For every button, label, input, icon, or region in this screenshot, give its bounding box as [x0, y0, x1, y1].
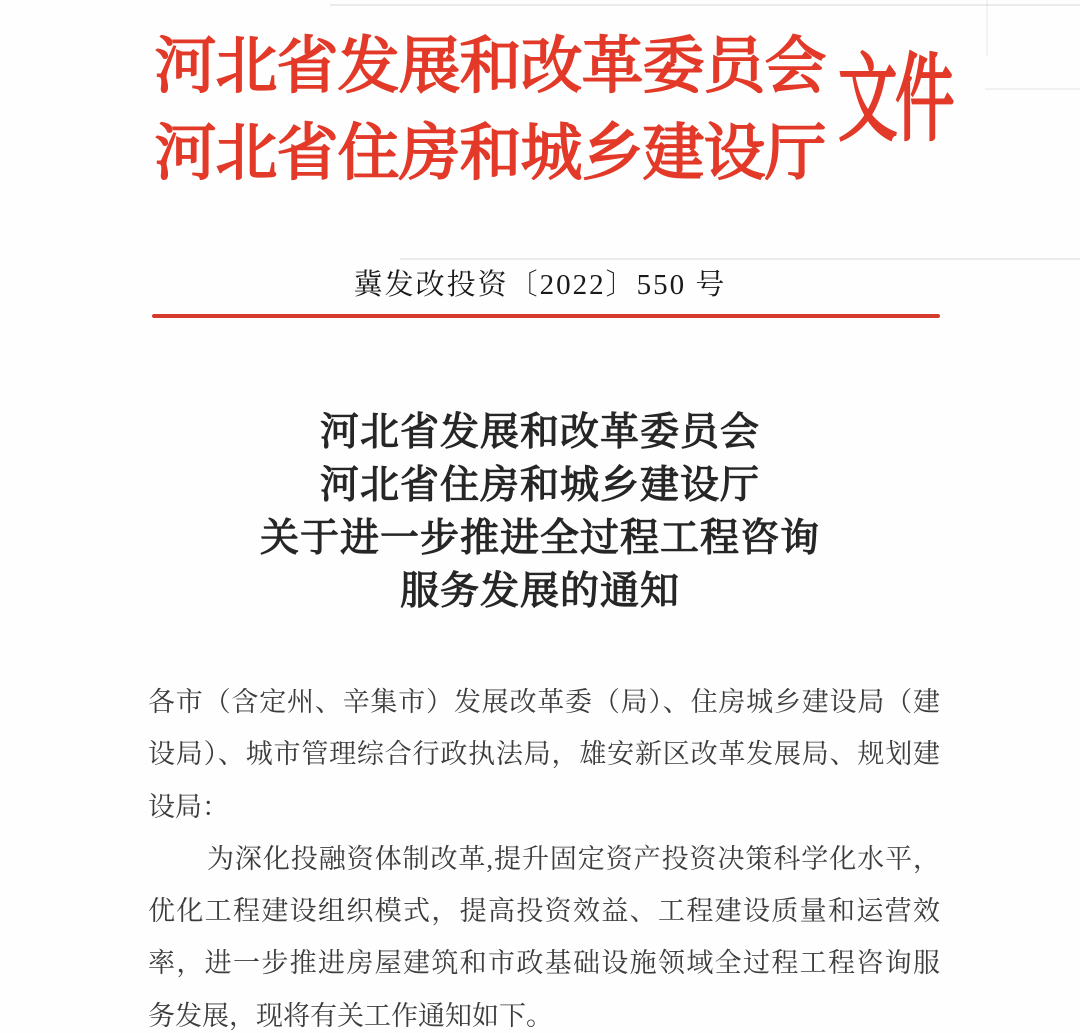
title-line-1: 河北省发展和改革委员会	[319, 411, 760, 454]
title-line-4: 服务发展的通知	[399, 570, 680, 613]
title-line-3: 关于进一步推进全过程工程咨询	[259, 517, 820, 560]
body-line: 设局）、城市管理综合行政执法局，雄安新区改革发展局、规划建	[148, 739, 940, 770]
agency-name-line-1: 河北省发展和改革委员会	[154, 33, 826, 101]
agency-name-line-2: 河北省住房和城乡建设厅	[154, 120, 826, 188]
body-line: 务发展，现将有关工作通知如下。	[148, 1000, 553, 1031]
body-line: 率，进一步推进房屋建筑和市政基础设施领域全过程工程咨询服	[148, 948, 940, 979]
red-separator-rule	[152, 314, 940, 318]
body-line: 设局：	[148, 791, 229, 822]
document-title	[0, 406, 1080, 618]
title-line-2: 河北省住房和城乡建设厅	[319, 464, 760, 507]
body-line: 优化工程建设组织模式，提高投资效益、工程建设质量和运营效	[148, 896, 940, 927]
scan-artifact	[986, 0, 988, 56]
scan-artifact	[400, 258, 1080, 260]
body-line: 各市（含定州、辛集市）发展改革委（局）、住房城乡建设局（建	[148, 687, 940, 717]
document-number: 冀发改投资〔2022〕550 号	[353, 269, 727, 301]
body-line: 为深化投融资体制改革,提升固定资产投资决策科学化水平，	[207, 843, 940, 874]
doc-type-label: 文件	[838, 46, 953, 153]
scan-artifact	[330, 4, 1080, 6]
scan-artifact	[985, 88, 1080, 90]
letterhead-agency-names	[140, 24, 840, 198]
document-body	[148, 676, 940, 1033]
